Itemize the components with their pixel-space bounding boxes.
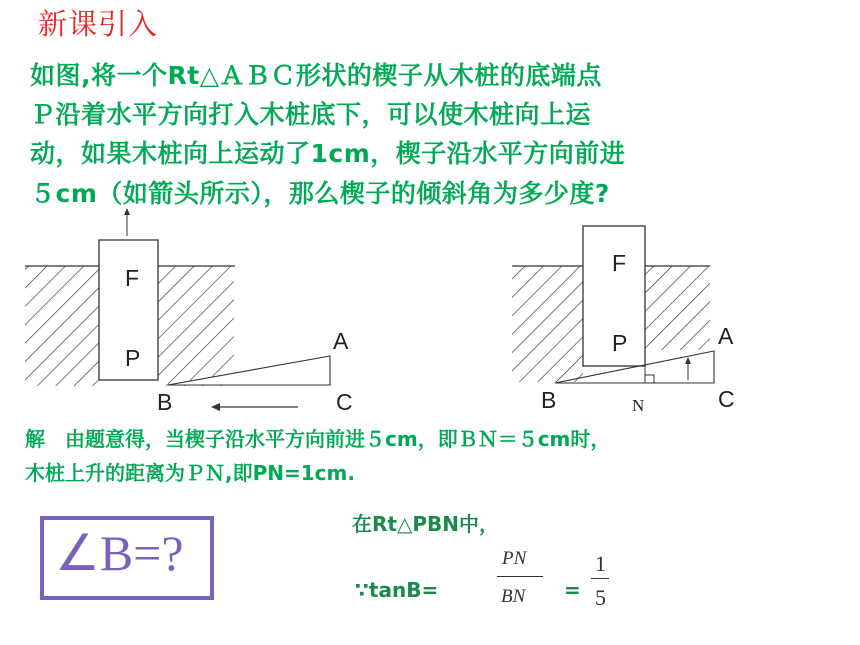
- label-b-left: B: [157, 389, 173, 415]
- figure-left: [25, 208, 330, 411]
- label-n-right: N: [632, 396, 645, 415]
- angle-question: ∠B=?: [55, 525, 184, 581]
- tan-label: ∵tanB=: [355, 578, 439, 602]
- label-a-left: A: [333, 328, 349, 354]
- solution-line-2: 木桩上升的距离为ＰＮ,即PN=1cm.: [25, 461, 355, 485]
- result-denominator: 5: [595, 585, 606, 610]
- problem-line-3: 动，如果木桩向上运动了1cm，楔子沿水平方向前进: [30, 139, 626, 168]
- label-b-right: B: [541, 387, 557, 413]
- ground-hatch-right-a: [512, 266, 583, 382]
- work-intro: 在Rt△PBN中，: [352, 512, 499, 536]
- label-f-left: F: [125, 265, 140, 291]
- ground-hatch-left-b: [158, 266, 234, 386]
- ground-hatch-left-a: [25, 266, 99, 386]
- fraction-bar: [497, 576, 543, 577]
- fraction-denominator: BN: [501, 586, 526, 607]
- solution-line-1: 解 由题意得，当楔子沿水平方向前进５cm，即ＢＮ＝５cm时，: [25, 427, 611, 451]
- label-p-left: P: [125, 345, 141, 371]
- label-a-right: A: [718, 323, 734, 349]
- label-c-right: C: [718, 386, 735, 412]
- label-p-right: P: [612, 330, 628, 356]
- label-f-right: F: [612, 250, 627, 276]
- label-c-left: C: [336, 389, 353, 415]
- page-title: 新课引入: [38, 7, 159, 41]
- problem-line-1: 如图,将一个Rt△ＡＢＣ形状的楔子从木桩的底端点: [30, 61, 602, 90]
- problem-line-4: ５cm（如箭头所示），那么楔子的倾斜角为多少度?: [30, 179, 610, 208]
- equals-sign: =: [564, 578, 581, 602]
- ground-hatch-right-b: [645, 266, 710, 350]
- result-bar: [591, 578, 609, 579]
- problem-line-2: Ｐ沿着水平方向打入木桩底下，可以使木桩向上运: [30, 100, 592, 129]
- result-numerator: 1: [595, 551, 606, 576]
- fraction-numerator: PN: [502, 548, 527, 569]
